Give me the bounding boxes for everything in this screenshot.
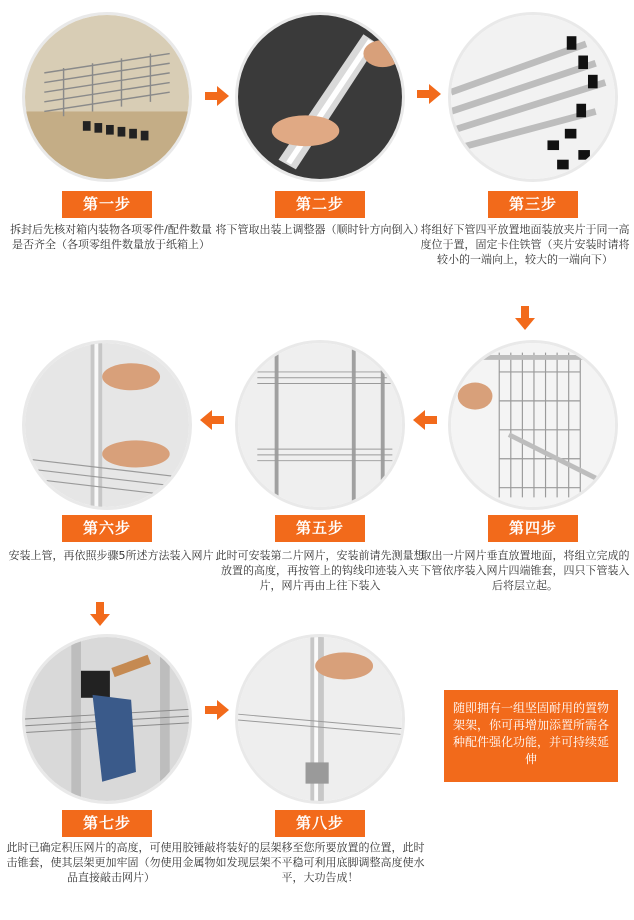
step5-badge: 第五步 xyxy=(275,515,365,542)
step1-image xyxy=(22,12,192,182)
step7-image xyxy=(22,634,192,804)
upper-tube-illustration xyxy=(25,343,189,507)
clips-illustration xyxy=(451,15,615,179)
tube-assembly-illustration xyxy=(238,15,402,179)
step3-image xyxy=(448,12,618,182)
arrow-right-icon xyxy=(417,84,441,104)
wire-panel-illustration xyxy=(451,343,615,507)
step8-image xyxy=(235,634,405,804)
step3-badge: 第三步 xyxy=(488,191,578,218)
mallet-illustration xyxy=(25,637,189,801)
arrow-down-icon xyxy=(515,306,535,330)
step6-image xyxy=(22,340,192,510)
step6-badge: 第六步 xyxy=(62,515,152,542)
arrow-left-icon xyxy=(413,410,437,430)
arrow-down-icon xyxy=(90,602,110,626)
second-shelf-illustration xyxy=(238,343,402,507)
step2-badge: 第二步 xyxy=(275,191,365,218)
step8-badge: 第八步 xyxy=(275,810,365,837)
arrow-left-icon xyxy=(200,410,224,430)
arrow-right-icon xyxy=(205,700,229,720)
step7-badge: 第七步 xyxy=(62,810,152,837)
step4-image xyxy=(448,340,618,510)
step4-badge: 第四步 xyxy=(488,515,578,542)
step6-desc: 安装上管，再依照步骤5所述方法装入网片 xyxy=(8,549,214,562)
step2-desc: 将下管取出装上调整器（顺时针方向倒入） xyxy=(215,223,425,236)
step4-desc: 取出一片网片垂直放置地面，将组立完成的下管依序装入网片四端锥套，四只下管装入后将层立起。 xyxy=(420,549,630,592)
step2-image xyxy=(235,12,405,182)
step1-desc: 拆封后先核对箱内装物各项零件/配件数量是否齐全（各项零组件数量放于纸箱上） xyxy=(10,223,212,251)
step1-badge: 第一步 xyxy=(62,191,152,218)
step3-desc: 将组好下管四平放置地面装放夹片于同一高度位于置，固定卡住铁管（夹片安装时请将较小的一端向上，较大的一端向下） xyxy=(420,223,630,266)
step7-desc: 此时已确定积压网片的高度，可使用胶锤敲击锥套，使其层架更加牢固（勿使用金属物品直接敲击网片） xyxy=(6,841,216,884)
promo-note: 随即拥有一组坚固耐用的置物架架，你可再增加添置所需各种配件强化功能，并可持续延伸 xyxy=(444,690,618,782)
leveling-foot-illustration xyxy=(238,637,402,801)
unboxing-illustration xyxy=(25,15,189,179)
step8-desc: 将装好的层架移至您所要放置的位置，此时如发现层架不平稳可利用底脚调整高度使水平，大功告成！ xyxy=(215,841,425,884)
arrow-right-icon xyxy=(205,86,229,106)
step5-desc: 此时可安装第二片网片，安装前请先测量想放置的高度，再按管上的钩线印迹装入夹片，网片再由上往下装入 xyxy=(215,549,425,592)
step5-image xyxy=(235,340,405,510)
